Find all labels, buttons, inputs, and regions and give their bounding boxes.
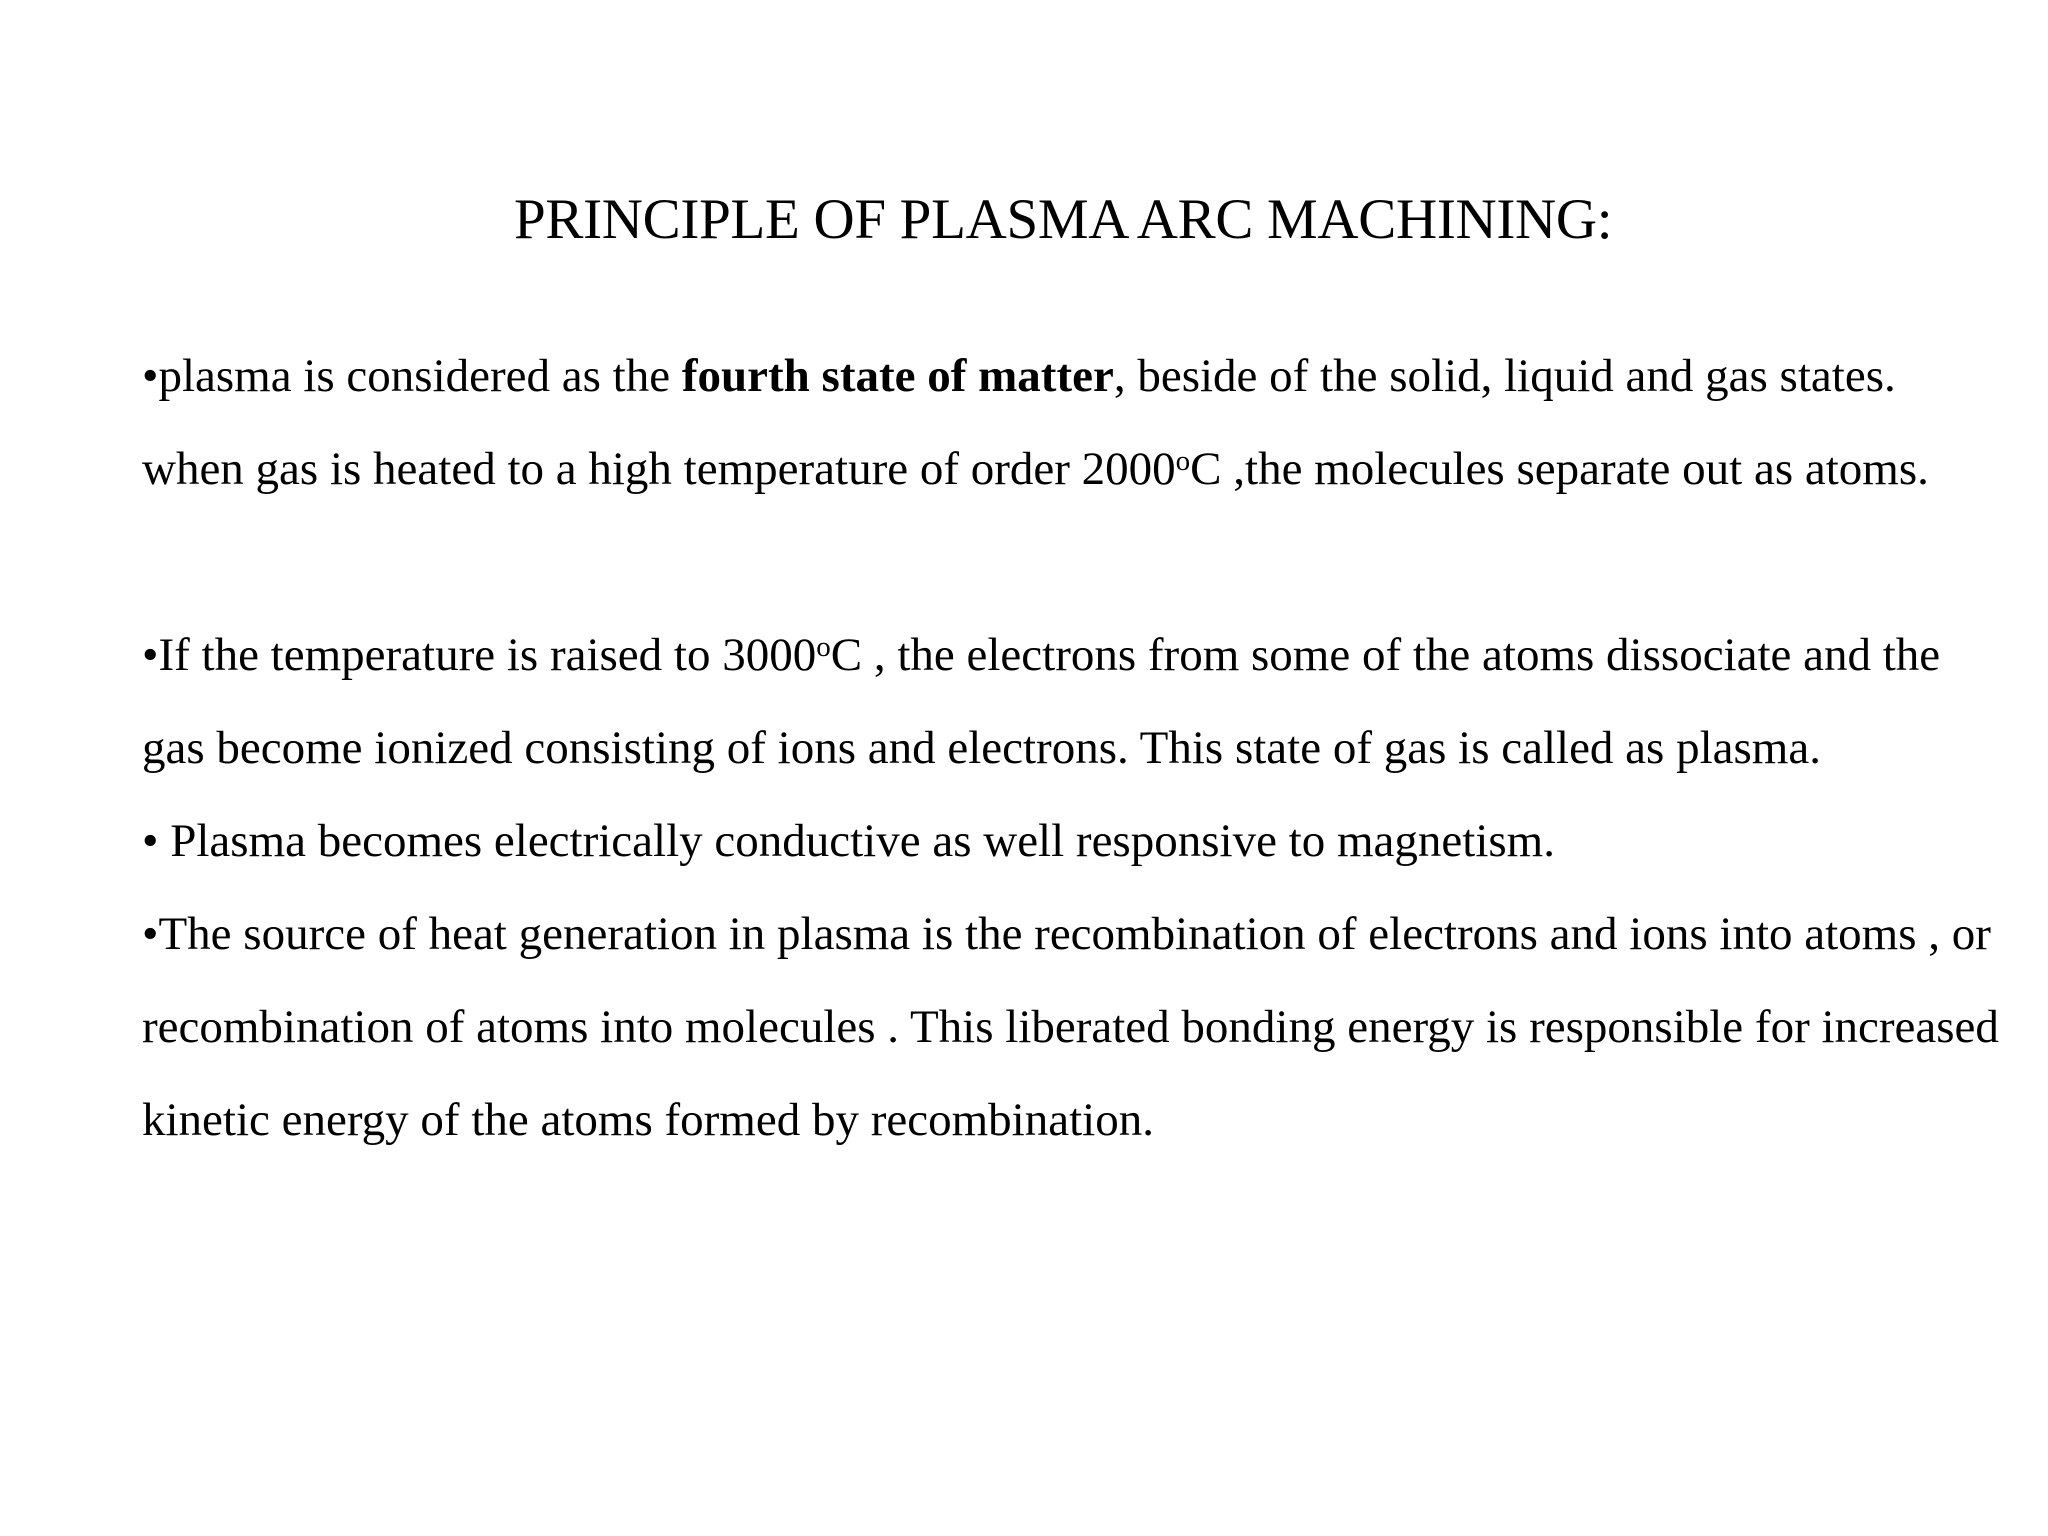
paragraph-spacer [142, 516, 2002, 609]
bullet-text: , beside of the solid, liquid and gas states. when gas is heated to a high temperature of order 2000 [142, 350, 1896, 495]
bold-phrase: fourth state of matter [681, 350, 1114, 402]
bullet-heat-source [142, 888, 2002, 1167]
degree-superscript: o [816, 631, 831, 663]
bullet-text: C , the electrons from some of the atoms dissociate and the gas become ionized consisting of ions and electrons. This state of gas is called as plasma. [142, 629, 1941, 774]
bullet-text: •If the temperature is raised to 3000 [142, 629, 817, 681]
slide-title: PRINCIPLE OF PLASMA ARC MACHINING: [514, 188, 1613, 251]
bullet-text: C ,the molecules separate out as atoms. [1190, 443, 1929, 495]
bullet-text: •The source of heat generation in plasma is the recombination of electrons and ions into atoms , or recombination of atoms into molecules . This liberated bonding energy is responsible for increased kinetic energy of the atoms formed by recombination. [142, 908, 1999, 1146]
bullet-text: •plasma is considered as the [142, 350, 682, 402]
bullet-conductive [142, 795, 2002, 888]
bullet-text: • Plasma becomes electrically conductive as well responsive to magnetism. [142, 815, 1555, 867]
degree-superscript: o [1175, 445, 1191, 477]
bullet-fourth-state [142, 330, 2002, 516]
bullet-ionization [142, 609, 2002, 795]
slide-body [142, 330, 2002, 1167]
